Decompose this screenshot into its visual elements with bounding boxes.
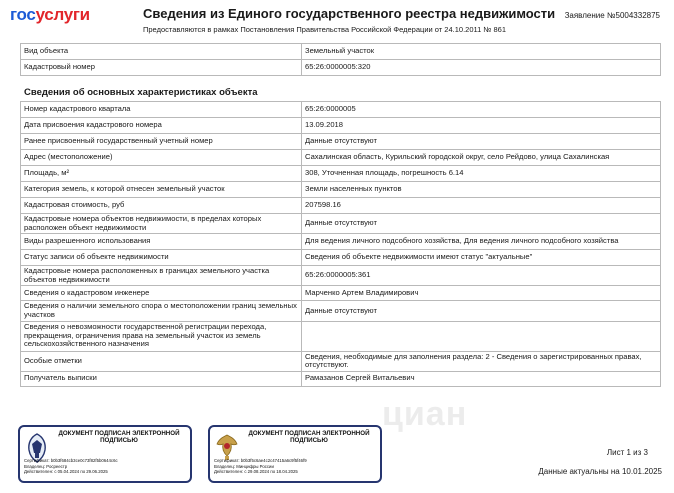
table-row xyxy=(21,134,661,150)
document-title: Сведения из Единого государственного реестра недвижимости xyxy=(143,6,556,21)
application-number: Заявление №5004332875 xyxy=(564,11,660,20)
table-row xyxy=(21,214,661,234)
row-label: Кадастровая стоимость, руб xyxy=(21,198,302,214)
row-value: 65:26:0000005 xyxy=(302,102,661,118)
row-label: Площадь, м² xyxy=(21,166,302,182)
row-value: Данные отсутствуют xyxy=(302,214,661,234)
row-label: Особые отметки xyxy=(21,351,302,371)
stamp-heading: ДОКУМЕНТ ПОДПИСАН ЭЛЕКТРОННОЙ ПОДПИСЬЮ xyxy=(58,430,180,445)
table-row xyxy=(21,301,661,321)
table-row xyxy=(21,351,661,371)
row-value: 65:26:0000005:361 xyxy=(302,266,661,286)
stamp-cert: Сертификат: b0b3f5c6ae4c2c47415a6c9f5f46f9 xyxy=(214,458,307,463)
row-value: Земли населенных пунктов xyxy=(302,182,661,198)
object-id-table xyxy=(20,43,661,76)
row-label: Виды разрешенного использования xyxy=(21,234,302,250)
table-row xyxy=(21,166,661,182)
row-value xyxy=(302,321,661,351)
stamp-heading: ДОКУМЕНТ ПОДПИСАН ЭЛЕКТРОННОЙ ПОДПИСЬЮ xyxy=(248,430,370,445)
table-row xyxy=(21,266,661,286)
row-value: 308, Уточненная площадь, погрешность 6.14 xyxy=(302,166,661,182)
row-label: Статус записи об объекте недвижимости xyxy=(21,250,302,266)
table-row xyxy=(21,286,661,301)
table-row xyxy=(21,44,661,60)
page-number: Лист 1 из 3 xyxy=(606,448,648,457)
table-row xyxy=(21,60,661,76)
row-value: Сахалинская область, Курильский городской округ, село Рейдово, улица Сахалинская xyxy=(302,150,661,166)
row-value: Данные отсутствуют xyxy=(302,301,661,321)
row-value: 65:26:0000005:320 xyxy=(302,60,661,76)
row-label: Кадастровые номера расположенных в границах земельного участка объектов недвижимости xyxy=(21,266,302,286)
characteristics-table xyxy=(20,101,661,387)
row-value: Земельный участок xyxy=(302,44,661,60)
table-row xyxy=(21,182,661,198)
row-value: Марченко Артем Владимирович xyxy=(302,286,661,301)
table-row xyxy=(21,150,661,166)
row-label: Получатель выписки xyxy=(21,371,302,386)
table-row xyxy=(21,234,661,250)
document-subtitle: Предоставляются в рамках Постановления Правительства Российской Федерации от 24.10.2011 № 861 xyxy=(143,25,507,34)
stamp-owner: Владелец: Минцифры России xyxy=(214,463,274,469)
row-label: Сведения о невозможности государственной регистрации перехода, прекращения, ограничения права на земельный участок из земель сельскохозяйственного назначения xyxy=(21,321,302,351)
stamp-valid: Действителен: с 05.04.2024 по 29.06.2025 xyxy=(24,469,108,475)
table-row xyxy=(21,321,661,351)
row-label: Кадастровый номер xyxy=(21,60,302,76)
table-row xyxy=(21,198,661,214)
e-signature-stamp xyxy=(18,425,192,483)
row-label: Ранее присвоенный государственный учетный номер xyxy=(21,134,302,150)
row-label: Дата присвоения кадастрового номера xyxy=(21,118,302,134)
table-row xyxy=(21,102,661,118)
stamp-info xyxy=(24,458,184,475)
stamp-info xyxy=(214,458,374,475)
row-value: Для ведения личного подсобного хозяйства, Для ведения личного подсобного хозяйства xyxy=(302,234,661,250)
stamp-cert: Сертификат: b0b3f684cb3ce0c73f82f5b0644c6c xyxy=(24,458,118,463)
row-label: Вид объекта xyxy=(21,44,302,60)
row-value: 207598.16 xyxy=(302,198,661,214)
section-title: Сведения об основных характеристиках объекта xyxy=(24,87,258,98)
row-label: Кадастровые номера объектов недвижимости, в пределах которых расположен объект недвижимости xyxy=(21,214,302,234)
row-value: Данные отсутствуют xyxy=(302,134,661,150)
table-row xyxy=(21,371,661,386)
gosuslugi-logo: госуслуги xyxy=(10,5,90,24)
row-value: Сведения об объекте недвижимости имеют статус "актуальные" xyxy=(302,250,661,266)
watermark: циан xyxy=(382,395,468,433)
row-label: Сведения о наличии земельного спора о местоположении границ земельных участков xyxy=(21,301,302,321)
row-value: 13.09.2018 xyxy=(302,118,661,134)
row-label: Адрес (местоположение) xyxy=(21,150,302,166)
row-label: Категория земель, к которой отнесен земельный участок xyxy=(21,182,302,198)
row-value: Рамазанов Сергей Витальевич xyxy=(302,371,661,386)
table-row xyxy=(21,118,661,134)
stamp-owner: Владелец: Росреестр xyxy=(24,463,68,469)
row-value: Сведения, необходимые для заполнения раздела: 2 - Сведения о зарегистрированных правах, отсутствуют. xyxy=(302,351,661,371)
stamp-valid: Действителен: с 29.08.2024 по 18.04.2025 xyxy=(214,469,298,475)
table-row xyxy=(21,250,661,266)
row-label: Сведения о кадастровом инженере xyxy=(21,286,302,301)
e-signature-stamp xyxy=(208,425,382,483)
data-actual-date: Данные актуальны на 10.01.2025 xyxy=(538,467,662,476)
row-label: Номер кадастрового квартала xyxy=(21,102,302,118)
